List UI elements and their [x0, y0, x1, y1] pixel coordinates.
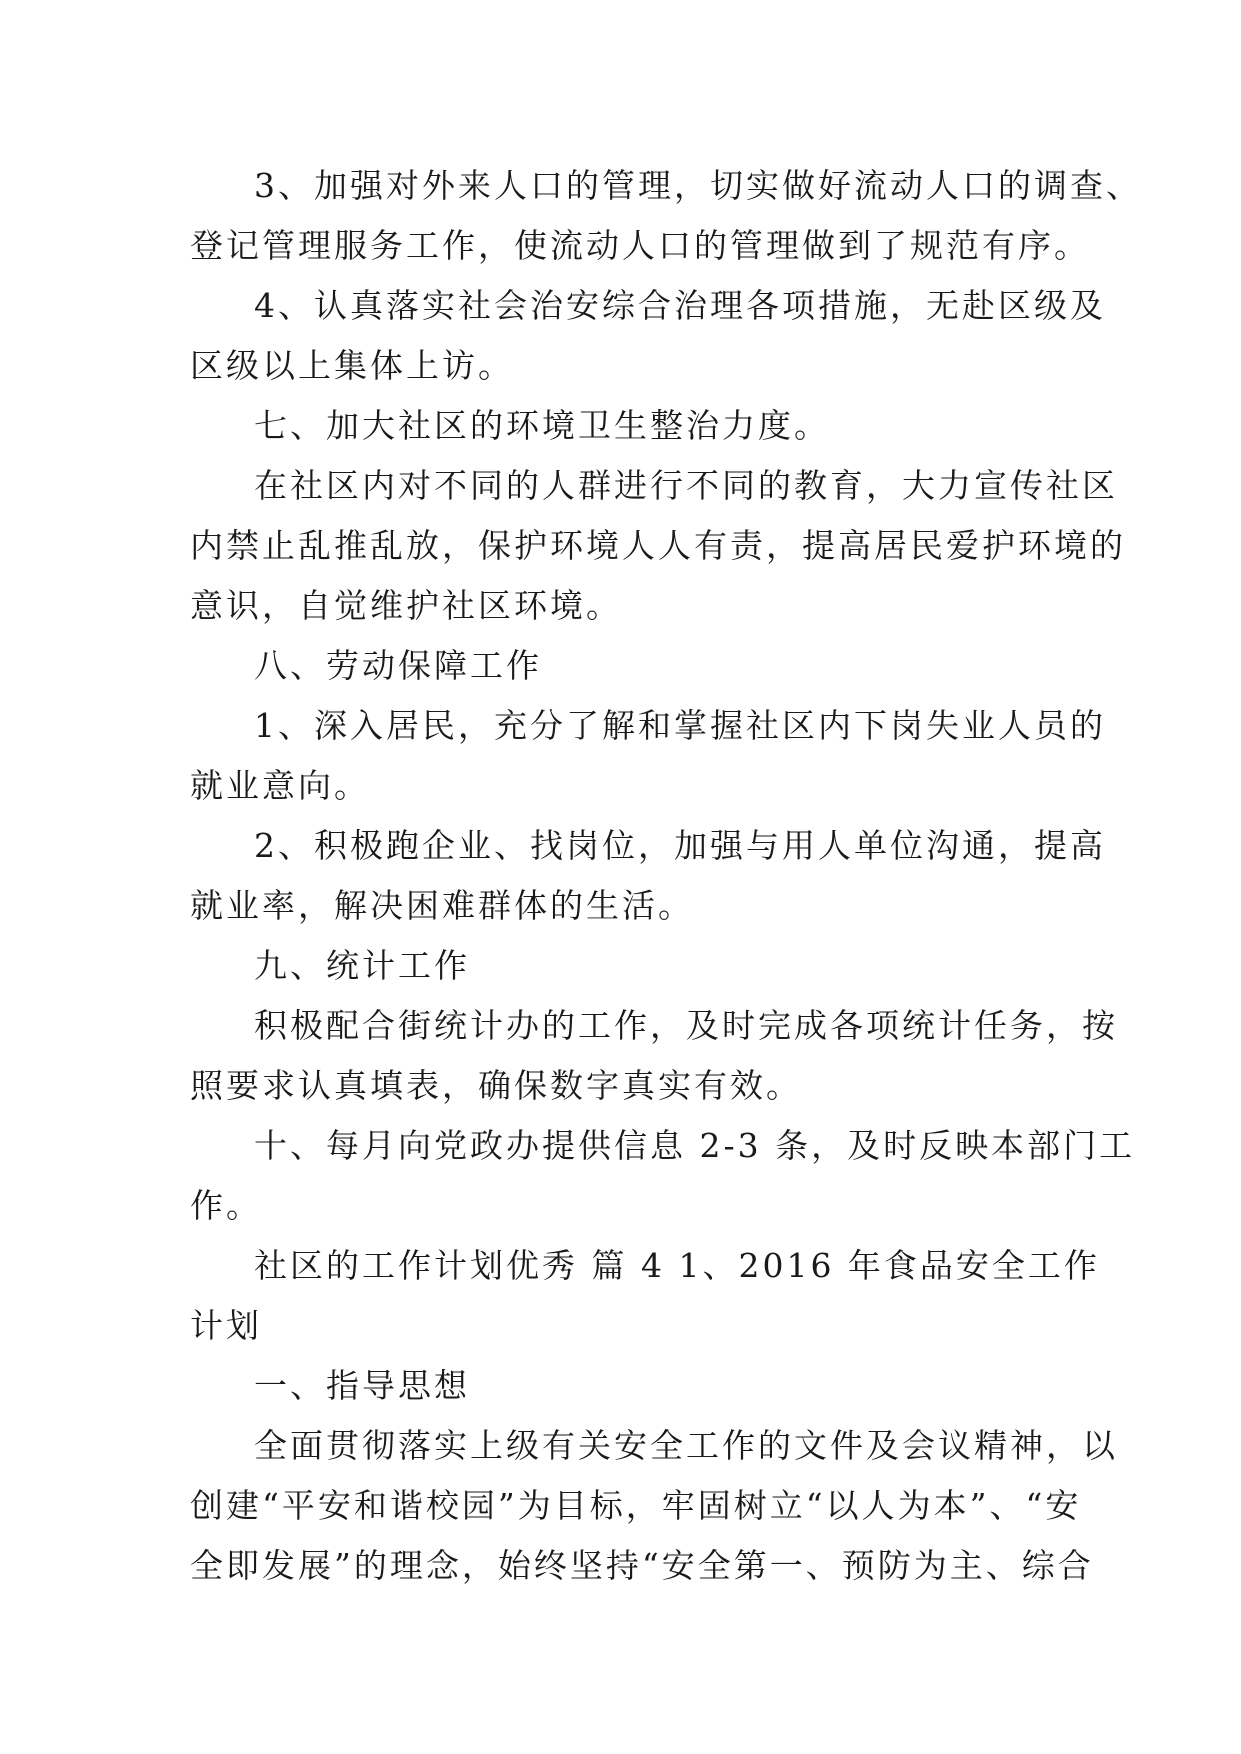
text-line-11: 就业意向。 [190, 766, 370, 805]
text-line-22: 全面贯彻落实上级有关安全工作的文件及会议精神，以 [254, 1426, 1118, 1465]
text-line-16: 照要求认真填表，确保数字真实有效。 [190, 1066, 802, 1105]
text-line-24: 全即发展”的理念，始终坚持“安全第一、预防为主、综合 [190, 1546, 1094, 1585]
article-heading: 社区的工作计划优秀 篇 4 1、2016 年食品安全工作 [254, 1246, 1100, 1285]
text-line-7: 内禁止乱推乱放，保护环境人人有责，提高居民爱护环境的 [190, 526, 1126, 565]
text-line-2: 登记管理服务工作，使流动人口的管理做到了规范有序。 [190, 226, 1090, 265]
text-line-6: 在社区内对不同的人群进行不同的教育，大力宣传社区 [254, 466, 1118, 505]
text-line-18: 作。 [190, 1186, 262, 1225]
text-line-12: 2、积极跑企业、找岗位，加强与用人单位沟通，提高 [254, 826, 1106, 865]
text-line-20: 计划 [190, 1306, 262, 1345]
text-line-1: 3、加强对外来人口的管理，切实做好流动人口的调查、 [254, 166, 1142, 205]
text-line-23: 创建“平安和谐校园”为目标，牢固树立“以人为本”、“安 [190, 1486, 1082, 1525]
text-line-15: 积极配合街统计办的工作，及时完成各项统计任务，按 [254, 1006, 1118, 1045]
text-line-8: 意识，自觉维护社区环境。 [190, 586, 622, 625]
text-line-3: 4、认真落实社会治安综合治理各项措施，无赴区级及 [254, 286, 1106, 325]
section-heading-7: 七、加大社区的环境卫生整治力度。 [254, 406, 830, 445]
text-line-10: 1、深入居民，充分了解和掌握社区内下岗失业人员的 [254, 706, 1106, 745]
text-line-4: 区级以上集体上访。 [190, 346, 514, 385]
section-heading-1: 一、指导思想 [254, 1366, 470, 1405]
section-heading-9: 九、统计工作 [254, 946, 470, 985]
section-heading-8: 八、劳动保障工作 [254, 646, 542, 685]
text-line-13: 就业率，解决困难群体的生活。 [190, 886, 694, 925]
section-heading-10: 十、每月向党政办提供信息 2-3 条，及时反映本部门工 [254, 1126, 1136, 1165]
